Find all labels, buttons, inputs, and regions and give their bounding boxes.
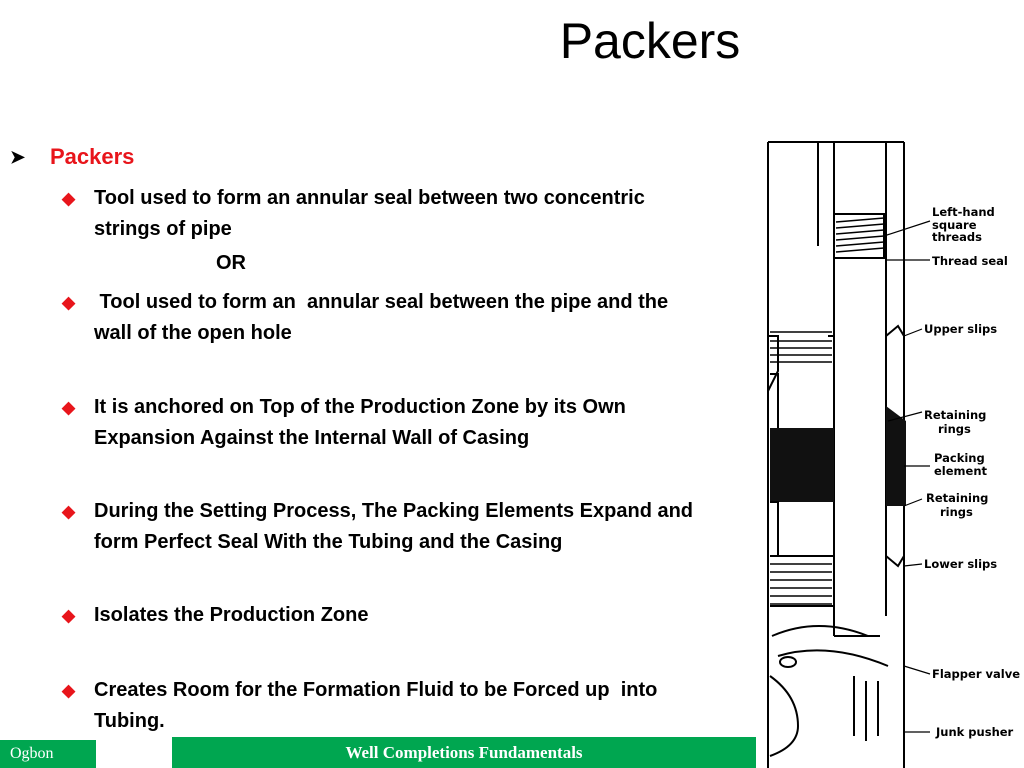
label-thread-seal: Thread seal <box>932 254 1008 268</box>
bullet-item <box>62 496 752 558</box>
footer-course: Well Completions Fundamentals <box>172 737 756 768</box>
bullet-text: It is anchored on Top of the Production Zone by its Own <box>94 396 626 418</box>
label-element: element <box>934 464 988 478</box>
bullet-text: Tool used to form an annular seal between the pipe and the <box>94 291 669 313</box>
label-upper-slips: Upper slips <box>924 322 998 336</box>
arrow-bullet-icon: ➤ <box>10 146 26 167</box>
diamond-bullet-icon: ◆ <box>62 606 76 625</box>
bullet-item <box>62 183 752 245</box>
label-rings-bot: rings <box>940 505 973 519</box>
diamond-bullet-icon: ◆ <box>62 502 76 521</box>
bullet-text: Tubing. <box>94 710 165 732</box>
bullet-item <box>62 392 752 454</box>
label-packing: Packing <box>934 451 985 465</box>
bullet-text: Tool used to form an annular seal between two concentric <box>94 187 645 209</box>
label-junk-pusher: Junk pusher <box>936 725 1014 739</box>
bullet-text: form Perfect Seal With the Tubing and the Casing <box>94 531 563 553</box>
bullet-text: Isolates the Production Zone <box>94 604 369 626</box>
bullet-item <box>62 675 752 737</box>
bullet-item <box>62 287 752 349</box>
bullet-text: strings of pipe <box>94 218 232 240</box>
diamond-bullet-icon: ◆ <box>62 398 76 417</box>
bullet-item <box>62 600 752 631</box>
footer-author: Ogbon <box>0 740 96 768</box>
bullet-text: wall of the open hole <box>94 322 292 344</box>
label-lower-slips: Lower slips <box>924 557 998 571</box>
label-rings-top: rings <box>938 422 971 436</box>
section-heading: Packers <box>50 144 135 169</box>
label-retaining-bot: Retaining <box>926 491 989 505</box>
label-left-hand: Left-hand <box>932 205 995 219</box>
slide-title: Packers <box>559 13 741 69</box>
bullet-text: During the Setting Process, The Packing Elements Expand and <box>94 500 694 522</box>
heading-bullet <box>10 144 134 170</box>
diamond-bullet-icon: ◆ <box>62 293 76 312</box>
or-text: OR <box>216 252 246 274</box>
label-square: square <box>932 218 977 232</box>
bullet-text: Expansion Against the Internal Wall of Casing <box>94 427 530 449</box>
label-retaining-top: Retaining <box>924 408 987 422</box>
diamond-bullet-icon: ◆ <box>62 681 76 700</box>
label-flapper-valve: Flapper valve <box>932 667 1020 681</box>
packer-diagram <box>758 136 1024 768</box>
diamond-bullet-icon: ◆ <box>62 189 76 208</box>
bullet-text: Creates Room for the Formation Fluid to be Forced up into <box>94 679 658 701</box>
label-threads: threads <box>932 230 982 244</box>
